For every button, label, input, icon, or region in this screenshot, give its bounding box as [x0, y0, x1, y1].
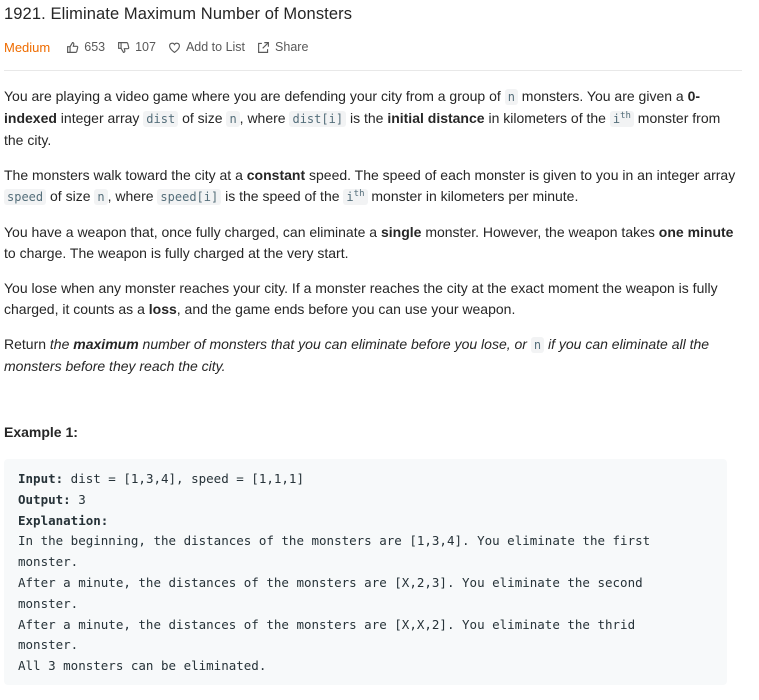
add-to-list-label: Add to List [185, 40, 246, 54]
problem-description [4, 86, 740, 391]
thumbs-up-icon [66, 41, 79, 54]
add-to-list-button[interactable] [168, 40, 245, 54]
description-paragraph-2: The monsters walk toward the city at a constant speed. The speed of each monster is given to you in an integer array speed of size n , where speed[i] is the speed of the $i^{th}$ monster in kilometers per minute. [4, 167, 736, 204]
description-paragraph-4: You lose when any monster reaches your city. If a monster reaches the city at the exact moment the weapon is fully charged, it counts as a loss, and the game ends before you can use your weapon. [4, 280, 718, 317]
inline-code-n: n [505, 89, 518, 105]
example-input-line: Input: dist = [1,3,4], speed = [1,1,1] [18, 471, 304, 486]
example-explanation-line: monster. [18, 637, 79, 653]
heart-icon [168, 41, 181, 54]
example-explanation-line: After a minute, the distances of the monsters are [X,X,2]. You eliminate the thrid [18, 616, 636, 632]
share-icon [257, 41, 270, 54]
example-1-title: Example 1: [4, 424, 78, 440]
inline-code-n: n [531, 337, 544, 353]
example-explanation-line: After a minute, the distances of the monsters are [X,2,3]. You eliminate the second [18, 574, 643, 590]
dislike-button[interactable] [117, 40, 156, 54]
description-paragraph-5: Return the maximum number of monsters that you can eliminate before you lose, or n if you can eliminate all the monsters before they reach the city. [4, 336, 710, 374]
inline-code-n: n [94, 189, 107, 205]
inline-code-ith: $i^{th}$ [610, 111, 634, 127]
example-explanation-label: Explanation: [18, 512, 109, 528]
thumbs-down-icon [117, 41, 130, 54]
example-1-block [4, 459, 727, 685]
like-button[interactable] [66, 40, 105, 54]
page-title: 1921. Eliminate Maximum Number of Monsters [4, 5, 353, 23]
problem-meta-bar [4, 38, 320, 56]
inline-code-dist-i: dist[i] [289, 111, 346, 127]
inline-code-n: n [226, 111, 239, 127]
likes-count: 653 [84, 40, 106, 54]
example-explanation-line: monster. [18, 595, 79, 611]
example-explanation-line: In the beginning, the distances of the monsters are [1,3,4]. You eliminate the first [18, 533, 651, 549]
dislikes-count: 107 [135, 40, 156, 54]
header-divider [4, 70, 742, 71]
inline-code-ith: $i^{th}$ [343, 189, 367, 205]
example-explanation-line: All 3 monsters can be eliminated. [18, 658, 267, 674]
inline-code-speed-i: speed[i] [157, 189, 221, 205]
description-paragraph-3: You have a weapon that, once fully charged, can eliminate a single monster. However, the weapon takes one minute to charge. The weapon is fully charged at the very start. [4, 224, 734, 261]
share-label: Share [275, 40, 309, 54]
example-explanation-line: monster. [18, 554, 79, 570]
difficulty-badge: Medium [4, 39, 51, 55]
inline-code-speed: speed [4, 189, 46, 205]
description-paragraph-1: You are playing a video game where you are defending your city from a group of n monsters. You are given a 0-indexed integer array dist of size n , where dist[i] is the initial distance in kilometers of the $i^{th}$ monster from the city. [4, 88, 721, 148]
inline-code-dist: dist [143, 111, 178, 127]
share-button[interactable] [257, 40, 308, 54]
example-output-line: Output: 3 [18, 491, 86, 507]
